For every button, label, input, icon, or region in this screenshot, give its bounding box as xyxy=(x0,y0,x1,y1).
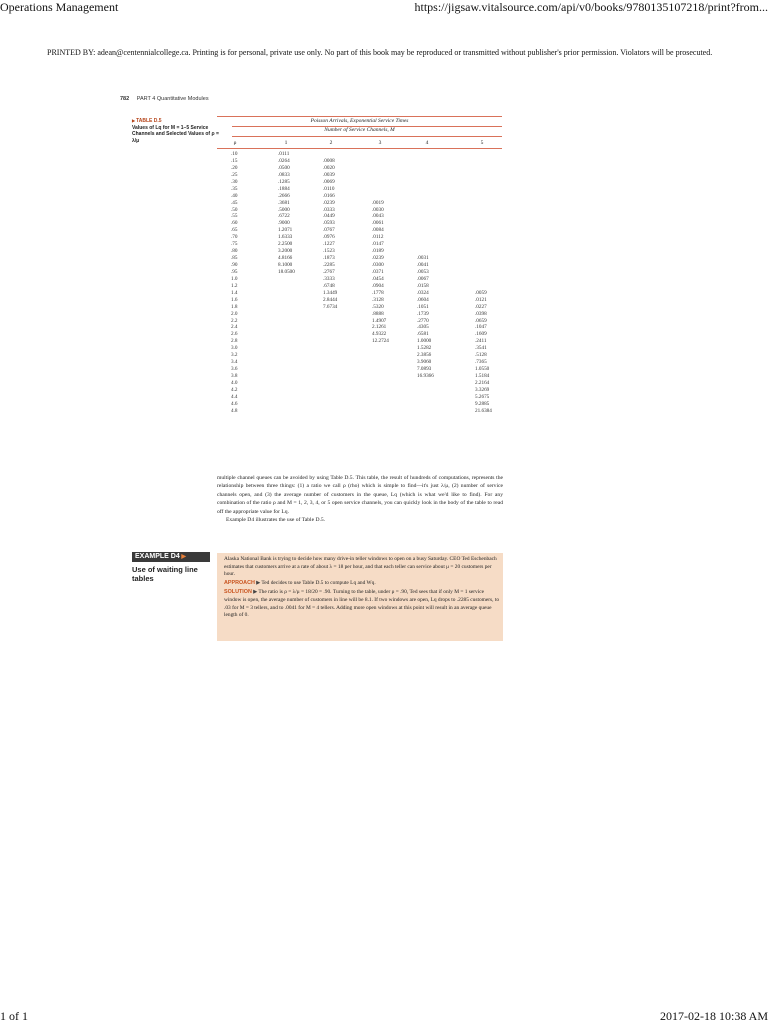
table-row xyxy=(217,269,507,276)
table-cell-m3: .1778 xyxy=(372,289,384,296)
table-cell-m1: 1.2071 xyxy=(278,227,293,234)
column-header-m3: 3 xyxy=(378,140,382,146)
table-cell-m2: .0333 xyxy=(323,206,335,213)
table-cell-m1: 1.6333 xyxy=(278,234,293,241)
table-cell-rho: .95 xyxy=(231,268,238,275)
table-cell-rho: .25 xyxy=(231,171,238,178)
book-part-label: PART 4 Quantitative Modules xyxy=(136,96,209,102)
table-cell-m4: .0041 xyxy=(417,262,429,268)
table-row xyxy=(217,359,507,366)
table-cell-rho: .35 xyxy=(231,185,238,192)
table-row xyxy=(217,283,507,290)
table-cell-m5: .7365 xyxy=(475,359,487,366)
table-row xyxy=(217,345,507,352)
table-cell-rho: 4.4 xyxy=(231,393,238,400)
table-cell-rho: .20 xyxy=(231,164,238,171)
table-cell-rho: .10 xyxy=(231,151,238,157)
table-row xyxy=(217,241,507,248)
table-cell-m4: 2.3856 xyxy=(417,352,432,359)
table-row xyxy=(217,387,507,394)
column-header-m4: 4 xyxy=(425,140,429,146)
table-cell-m2: .0166 xyxy=(323,192,335,199)
table-cell-m5: .0227 xyxy=(475,303,487,310)
table-cell-m4: 7.0893 xyxy=(417,366,432,373)
table-cell-rho: .40 xyxy=(231,192,238,199)
table-cell-m3: .5320 xyxy=(372,303,384,310)
table-row xyxy=(217,380,507,387)
table-cell-m3: .0239 xyxy=(372,255,384,262)
table-row xyxy=(217,311,507,318)
table-cell-rho: .75 xyxy=(231,241,238,248)
table-cell-m2: .1523 xyxy=(323,248,335,255)
table-cell-rho: 3.6 xyxy=(231,366,238,373)
table-cell-m3: .0147 xyxy=(372,241,384,248)
table-row xyxy=(217,207,507,214)
copyright-notice: PRINTED BY: adean@centennialcollege.ca. Printing is for personal, private use only. No part of this book may be reproduced or transmitted without publisher's prior permission. Violators will be prosecuted. xyxy=(47,48,713,57)
example-problem: Alaska National Bank is trying to decide how many drive-in teller windows to open on a busy Saturday. CEO Ted Eschenbach estimates that customers arrive at a rate of about λ = 18 per hour, and that each teller can service about μ = 20 customers per hour. xyxy=(224,556,497,578)
table-cell-m3: .0112 xyxy=(372,234,384,241)
table-cell-m1: 18.0500 xyxy=(278,268,295,275)
table-cell-m2: .3333 xyxy=(323,275,335,282)
table-cell-m2: .6748 xyxy=(323,282,335,289)
table-row xyxy=(217,401,507,408)
approach-label: APPROACH ▶ xyxy=(224,580,260,586)
table-cell-m1: .1285 xyxy=(278,178,290,185)
table-cell-m1: .1884 xyxy=(278,185,290,192)
table-row xyxy=(217,151,507,158)
table-label: ▶ TABLE D.5 xyxy=(132,118,222,125)
table-cell-rho: .15 xyxy=(231,157,238,164)
table-cell-rho: .70 xyxy=(231,234,238,241)
table-cell-m4: .0158 xyxy=(417,282,429,289)
table-top-rule xyxy=(217,116,502,117)
table-cell-m4: .2770 xyxy=(417,317,429,324)
table-cell-m5: .0059 xyxy=(475,289,487,296)
table-row xyxy=(217,193,507,200)
table-cell-m5: 5.2675 xyxy=(475,393,490,400)
column-header-m2: 2 xyxy=(329,140,333,146)
table-cell-rho: 3.2 xyxy=(231,352,238,359)
solution-text: The ratio is ρ = λ/μ = 18/20 = .90. Turning to the table, under ρ = .90, Ted sees that if only M = 1 service window is open, the average number of customers in line will be 8.1. If two windows are open, Lq drops to .2285 customers, to .03 for M = 3 tellers, and to .0041 for M = 4 tellers. Adding more open windows at this point will result in an average queue length of 0. xyxy=(224,589,500,619)
table-row xyxy=(217,220,507,227)
table-cell-rho: 2.6 xyxy=(231,331,238,338)
table-cell-m4: .0067 xyxy=(417,275,429,282)
table-cell-m1: .2666 xyxy=(278,192,290,199)
table-cell-m5: 9.2885 xyxy=(475,400,490,407)
column-header-rho: ρ xyxy=(233,140,237,146)
table-cell-m5: .5128 xyxy=(475,352,487,359)
table-cell-rho: .85 xyxy=(231,255,238,262)
table-cell-m3: .0454 xyxy=(372,275,384,282)
table-row xyxy=(217,373,507,380)
table-cell-m2: .0976 xyxy=(323,234,335,241)
table-cell-rho: 4.6 xyxy=(231,400,238,407)
table-cell-m3: .0084 xyxy=(372,227,384,234)
table-row xyxy=(217,290,507,297)
example-solution xyxy=(224,589,500,619)
table-row xyxy=(217,318,507,325)
table-row xyxy=(217,234,507,241)
table-row xyxy=(217,248,507,255)
table-cell-m2: .0239 xyxy=(323,199,335,206)
table-row xyxy=(217,297,507,304)
table-cell-m5: .0121 xyxy=(475,296,487,303)
table-row xyxy=(217,394,507,401)
table-cell-rho: 1.2 xyxy=(231,282,238,289)
table-cell-m3: .8888 xyxy=(372,310,384,317)
table-cell-m3: .0300 xyxy=(372,262,384,268)
body-text xyxy=(217,474,503,524)
table-cell-m4: 3.9060 xyxy=(417,359,432,366)
table-row xyxy=(217,276,507,283)
example-box xyxy=(224,556,500,621)
table-cell-m4: .0053 xyxy=(417,268,429,275)
table-row xyxy=(217,408,507,415)
table-cell-m1: .9000 xyxy=(278,220,290,227)
table-cell-m3: 1.4907 xyxy=(372,317,387,324)
book-page-number: 782 xyxy=(120,96,130,102)
table-cell-rho: 3.0 xyxy=(231,345,238,352)
table-cell-rho: 1.8 xyxy=(231,303,238,310)
table-cell-m5: .3541 xyxy=(475,345,487,352)
table-cell-m4: .0604 xyxy=(417,296,429,303)
table-cell-m3: .0030 xyxy=(372,206,384,213)
table-cell-m3: .0061 xyxy=(372,220,384,227)
table-row xyxy=(217,324,507,331)
table-cell-rho: 2.8 xyxy=(231,338,238,345)
table-row xyxy=(217,179,507,186)
table-row xyxy=(217,172,507,179)
table-cell-rho: .90 xyxy=(231,262,238,268)
table-cell-m5: 1.0550 xyxy=(475,366,490,373)
table-cell-rho: 1.4 xyxy=(231,289,238,296)
table-cell-rho: .50 xyxy=(231,206,238,213)
table-cell-m5: .1609 xyxy=(475,331,487,338)
table-cell-rho: 4.2 xyxy=(231,386,238,393)
table-cell-m2: .1873 xyxy=(323,255,335,262)
table-cell-rho: .45 xyxy=(231,199,238,206)
table-cell-m5: .0659 xyxy=(475,317,487,324)
example-title: Use of waiting line tables xyxy=(132,565,198,583)
example-tag xyxy=(132,552,210,583)
table-subheading: Number of Service Channels, M xyxy=(324,127,395,133)
table-cell-m2: .0767 xyxy=(323,227,335,234)
table-cell-m4: 16.9366 xyxy=(417,373,434,379)
table-cell-rho: .55 xyxy=(231,213,238,220)
table-cell-m2: .2285 xyxy=(323,262,335,268)
example-label: EXAMPLE D4 ▶ xyxy=(132,552,210,562)
table-cell-m2: .0110 xyxy=(323,185,335,192)
table-cell-m5: 2.2164 xyxy=(475,379,490,386)
table-row xyxy=(217,366,507,373)
table-cell-m5: 21.6384 xyxy=(475,407,492,414)
example-approach xyxy=(224,580,500,588)
table-row xyxy=(217,331,507,338)
table-body xyxy=(217,151,507,415)
table-cell-m4: .0031 xyxy=(417,255,429,262)
table-cell-m1: .0833 xyxy=(278,171,290,178)
table-cell-rho: 2.4 xyxy=(231,324,238,331)
table-row xyxy=(217,213,507,220)
table-cell-rho: 1.0 xyxy=(231,275,238,282)
table-cell-m1: .3681 xyxy=(278,199,290,206)
table-cell-rho: 3.8 xyxy=(231,373,238,379)
solution-label: SOLUTION ▶ xyxy=(224,589,257,595)
table-cell-m2: 1.3449 xyxy=(323,289,338,296)
table-header-rule xyxy=(217,148,502,149)
table-cell-rho: .60 xyxy=(231,220,238,227)
table-cell-m3: 12.2724 xyxy=(372,338,389,345)
table-cell-m3: .0371 xyxy=(372,268,384,275)
table-cell-m2: .2767 xyxy=(323,268,335,275)
table-cell-m2: .0449 xyxy=(323,213,335,220)
table-cell-m1: 8.1000 xyxy=(278,262,293,268)
table-cell-m4: .4305 xyxy=(417,324,429,331)
table-cell-m1: .0500 xyxy=(278,164,290,171)
table-row xyxy=(217,338,507,345)
table-cell-m5: .2411 xyxy=(475,338,487,345)
table-cell-m2: 2.8444 xyxy=(323,296,338,303)
table-cell-m4: 1.5282 xyxy=(417,345,432,352)
column-header-m5: 5 xyxy=(480,140,484,146)
table-row xyxy=(217,304,507,311)
table-cell-m5: .1047 xyxy=(475,324,487,331)
table-heading: Poisson Arrivals, Exponential Service Times xyxy=(310,118,409,124)
table-cell-rho: 4.0 xyxy=(231,379,238,386)
table-row xyxy=(217,200,507,207)
approach-text: Ted decides to use Table D.5 to compute Lq and Wq. xyxy=(261,580,376,587)
table-cell-m3: .0043 xyxy=(372,213,384,220)
table-cell-m1: .6722 xyxy=(278,213,290,220)
table-row xyxy=(217,262,507,269)
table-row xyxy=(217,158,507,165)
table-cell-rho: 2.2 xyxy=(231,317,238,324)
table-row xyxy=(217,165,507,172)
table-cell-m3: .0019 xyxy=(372,199,384,206)
table-cell-rho: 2.0 xyxy=(231,310,238,317)
table-row xyxy=(217,352,507,359)
table-cell-m4: .0324 xyxy=(417,289,429,296)
table-cell-m2: .0020 xyxy=(323,164,335,171)
table-cell-m1: .5000 xyxy=(278,206,290,213)
table-cell-m3: 4.9322 xyxy=(372,331,387,338)
table-cell-m3: .3128 xyxy=(372,296,384,303)
print-header-title: Operations Management xyxy=(0,0,119,14)
table-cell-m5: 3.3269 xyxy=(475,386,490,393)
table-cell-m2: .0593 xyxy=(323,220,335,227)
table-cell-m1: 4.8166 xyxy=(278,255,293,262)
table-description: Values of Lq for M = 1–5 Service Channels and Selected Values of ρ = λ/μ xyxy=(132,124,219,144)
table-cell-m3: .0904 xyxy=(372,282,384,289)
table-cell-m5: .0398 xyxy=(475,310,487,317)
table-cell-m2: .1227 xyxy=(323,241,335,248)
table-cell-m1: .0111 xyxy=(278,151,290,157)
table-cell-rho: 3.4 xyxy=(231,359,238,366)
print-footer-page-count: 1 of 1 xyxy=(0,1009,28,1023)
table-cell-rho: 4.8 xyxy=(231,407,238,414)
table-cell-m2: .0008 xyxy=(323,157,335,164)
table-cell-m3: .0189 xyxy=(372,248,384,255)
table-subheading-rule xyxy=(232,136,502,137)
table-cell-rho: .80 xyxy=(231,248,238,255)
table-cell-m4: 1.0000 xyxy=(417,338,432,345)
table-cell-m5: 1.5184 xyxy=(475,373,490,379)
body-paragraph: multiple channel queues can be avoided by using Table D.5. This table, the result of hundreds of computations, represents the relationship between three things: (1) a ratio we call ρ (rho) which is simple to find—it's just λ/μ, (2) number of service channels open, and (3) the average number of customers in the queue, Lq (which is what we'd like to find). For any combination of the ratio ρ and M = 1, 2, 3, 4, or 5 open service channels, you can quickly look in the body of the table to read off the appropriate value for Lq. xyxy=(217,475,503,515)
table-cell-m1: 3.2000 xyxy=(278,248,293,255)
table-cell-m2: 7.6734 xyxy=(323,303,338,310)
print-header-url: https://jigsaw.vitalsource.com/api/v0/books/9780135107218/print?from... xyxy=(414,0,768,14)
table-row xyxy=(217,255,507,262)
table-cell-rho: 1.6 xyxy=(231,296,238,303)
book-page-header xyxy=(120,96,209,102)
table-cell-m1: .0264 xyxy=(278,157,290,164)
table-row xyxy=(217,186,507,193)
table-row xyxy=(217,227,507,234)
table-caption xyxy=(132,118,222,144)
table-cell-m2: .0069 xyxy=(323,178,335,185)
table-cell-m2: .0039 xyxy=(323,171,335,178)
body-paragraph: Example D4 illustrates the use of Table D.5. xyxy=(226,517,326,524)
table-cell-m4: .1739 xyxy=(417,310,429,317)
table-cell-m4: .6581 xyxy=(417,331,429,338)
table-cell-m3: 2.1261 xyxy=(372,324,387,331)
table-cell-m1: 2.2500 xyxy=(278,241,293,248)
column-header-m1: 1 xyxy=(284,140,288,146)
table-cell-rho: .65 xyxy=(231,227,238,234)
table-cell-m4: .1051 xyxy=(417,303,429,310)
table-cell-rho: .30 xyxy=(231,178,238,185)
print-footer-timestamp: 2017-02-18 10:38 AM xyxy=(660,1009,768,1023)
